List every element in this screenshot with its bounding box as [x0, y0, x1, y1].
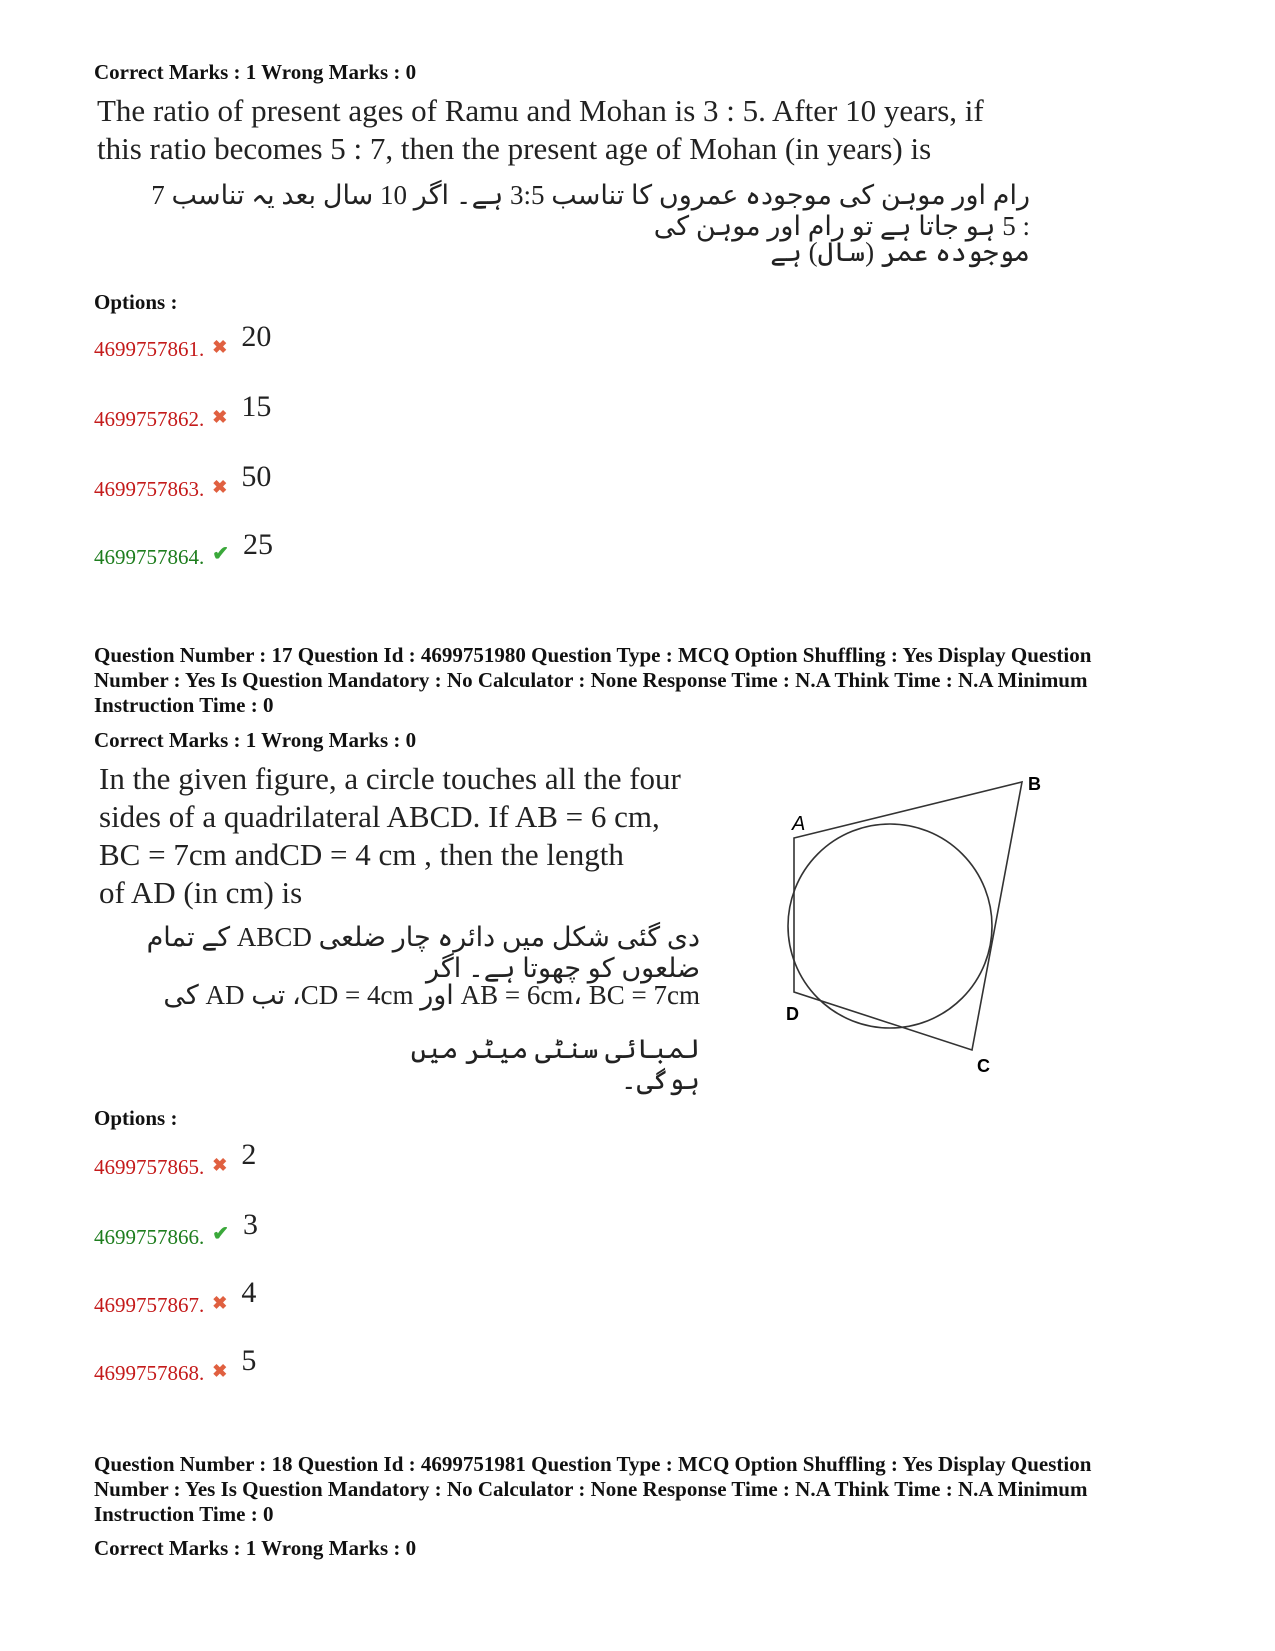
q17-option[interactable] [94, 1344, 256, 1386]
inscribed-circle [788, 824, 992, 1028]
meta-line: Number : Yes Is Question Mandatory : No Calculator : None Response Time : N.A Think Time : N.A Minimum [94, 668, 1088, 692]
q16-marks: Correct Marks : 1 Wrong Marks : 0 [94, 60, 417, 84]
option-id: 4699757866. [94, 1225, 205, 1249]
cross-icon: ✖ [212, 1155, 228, 1175]
meta-line: Question Number : 18 Question Id : 4699751981 Question Type : MCQ Option Shuffling : Yes Display Question [94, 1452, 1092, 1476]
q17-text-line: BC = 7cm andCD = 4 cm , then the length [99, 837, 624, 872]
option-value: 20 [241, 320, 272, 353]
q17-meta [94, 643, 1194, 718]
q17-text-line: of AD (in cm) is [99, 875, 303, 910]
q17-marks: Correct Marks : 1 Wrong Marks : 0 [94, 728, 417, 752]
q18-meta [94, 1452, 1194, 1527]
q16-urdu-line: موجودہ عمر (سال) ہے [770, 237, 1030, 267]
q16-option[interactable] [94, 390, 271, 432]
cross-icon: ✖ [212, 1293, 228, 1313]
option-id: 4699757864. [94, 545, 205, 569]
option-id: 4699757863. [94, 477, 205, 501]
vertex-label-c: C [977, 1056, 990, 1076]
q16-urdu-line: رام اور موہن کی موجودہ عمروں کا تناسب 3:5 ہے۔ اگر 10 سال بعد یہ تناسب 7 : 5 ہو جاتا ہے تو رام اور موہن کی [151, 180, 1030, 241]
option-value: 2 [241, 1138, 257, 1171]
quadrilateral-figure [770, 760, 1060, 1080]
option-id: 4699757868. [94, 1361, 205, 1385]
q17-option[interactable] [94, 1138, 256, 1180]
q17-text-line: In the given figure, a circle touches all the four [99, 761, 681, 796]
q17-urdu-line: AB = 6cm، BC = 7cm اور CD = 4cm، تب AD کی [163, 980, 700, 1010]
cross-icon: ✖ [212, 477, 228, 497]
vertex-label-d: D [786, 1004, 799, 1024]
check-icon: ✔ [212, 1223, 230, 1245]
option-id: 4699757865. [94, 1155, 205, 1179]
q16-question-text [97, 92, 984, 168]
option-value: 15 [241, 390, 272, 423]
meta-line: Instruction Time : 0 [94, 693, 274, 717]
q16-option[interactable] [94, 320, 271, 362]
option-value: 25 [243, 528, 274, 561]
q17-options-label: Options : [94, 1106, 178, 1130]
q16-text-line: The ratio of present ages of Ramu and Mohan is 3 : 5. After 10 years, if [97, 93, 984, 128]
option-id: 4699757861. [94, 337, 205, 361]
option-value: 4 [241, 1276, 257, 1309]
q17-question-text [99, 760, 681, 912]
q17-text-line: sides of a quadrilateral ABCD. If AB = 6 cm, [99, 799, 660, 834]
q17-urdu-line: لمبائی سنٹی میٹر میں ہوگی۔ [410, 1034, 700, 1095]
quadrilateral-shape [794, 782, 1022, 1050]
cross-icon: ✖ [212, 407, 228, 427]
option-id: 4699757862. [94, 407, 205, 431]
q16-option[interactable] [94, 460, 271, 502]
q16-options-label: Options : [94, 290, 178, 314]
vertex-label-a: A [792, 813, 806, 835]
meta-line: Number : Yes Is Question Mandatory : No Calculator : None Response Time : N.A Think Time : N.A Minimum [94, 1477, 1088, 1501]
check-icon: ✔ [212, 543, 230, 565]
q16-text-line: this ratio becomes 5 : 7, then the present age of Mohan (in years) is [97, 131, 932, 166]
cross-icon: ✖ [212, 337, 228, 357]
q18-marks: Correct Marks : 1 Wrong Marks : 0 [94, 1536, 417, 1560]
q17-option[interactable] [94, 1208, 258, 1250]
q16-option[interactable] [94, 528, 273, 570]
option-value: 50 [241, 460, 272, 493]
meta-line: Question Number : 17 Question Id : 4699751980 Question Type : MCQ Option Shuffling : Yes Display Question [94, 643, 1092, 667]
option-id: 4699757867. [94, 1293, 205, 1317]
q17-urdu-line: دی گئی شکل میں دائرہ چار ضلعی ABCD کے تمام ضلعوں کو چھوتا ہے۔ اگر [146, 922, 700, 983]
q17-option[interactable] [94, 1276, 256, 1318]
cross-icon: ✖ [212, 1361, 228, 1381]
option-value: 3 [243, 1208, 259, 1241]
meta-line: Instruction Time : 0 [94, 1502, 274, 1526]
option-value: 5 [241, 1344, 257, 1377]
vertex-label-b: B [1028, 774, 1041, 794]
